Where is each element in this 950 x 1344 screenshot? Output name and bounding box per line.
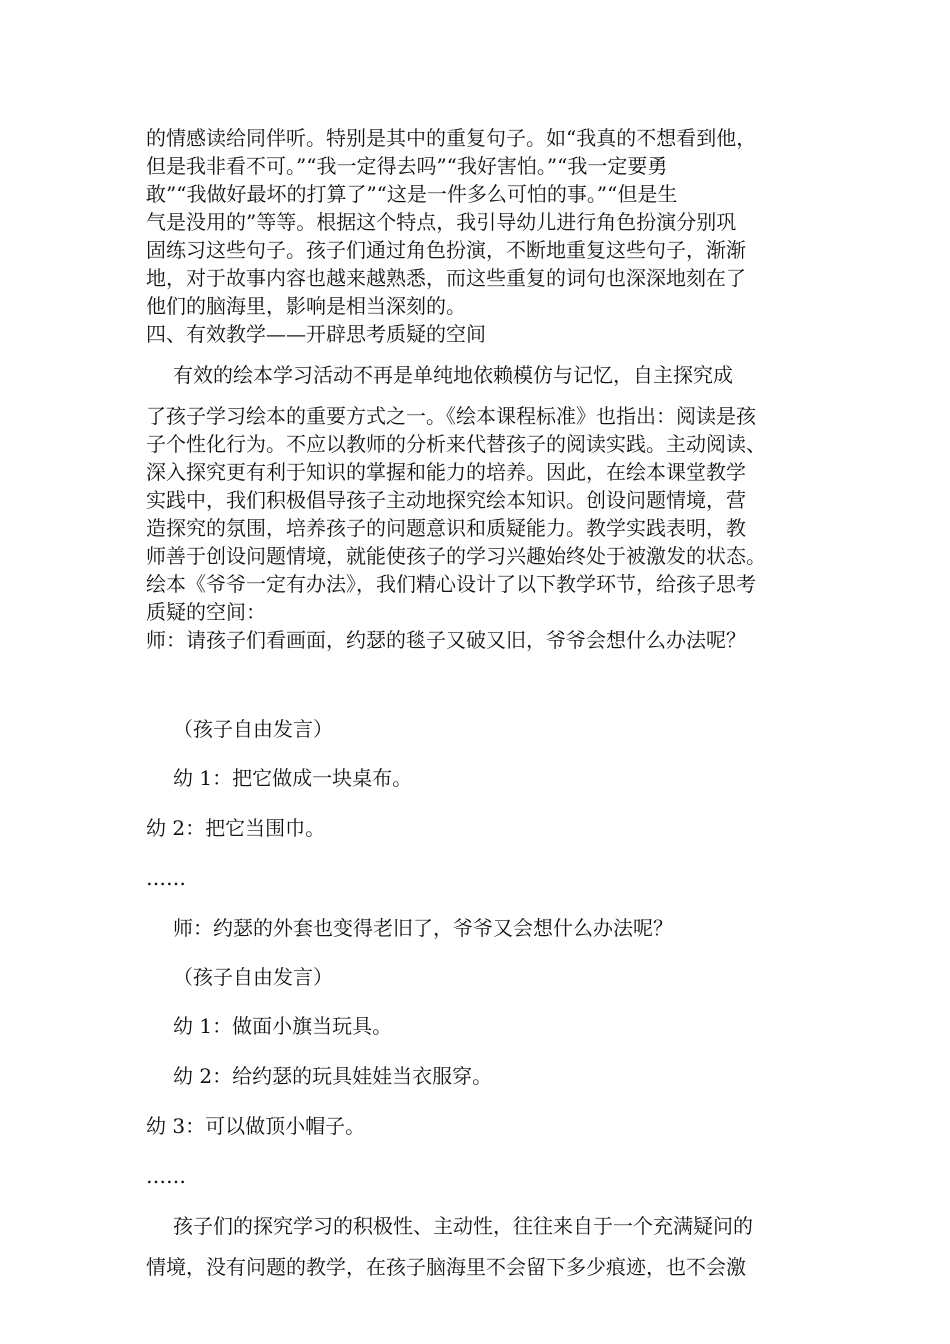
free-speech-note: （孩子自由发言） — [173, 717, 333, 741]
text-line: 了孩子学习绘本的重要方式之一。《绘本课程标准》也指出：阅读是孩 — [146, 404, 756, 428]
text-line: 但是我非看不可。”“我一定得去吗”“我好害怕。”“我一定要勇 — [146, 154, 668, 178]
text-line: 气是没用的”等等。根据这个特点，我引导幼儿进行角色扮演分别巩 — [146, 210, 737, 234]
free-speech-note: （孩子自由发言） — [173, 965, 333, 989]
paragraph-first-line: 孩子们的探究学习的积极性、主动性，往往来自于一个充满疑问的 — [173, 1214, 753, 1238]
ellipsis: …… — [146, 1164, 186, 1188]
text-line: 实践中，我们积极倡导孩子主动地探究绘本知识。创设问题情境，营 — [146, 488, 746, 512]
text-line: 师善于创设问题情境，就能使孩子的学习兴趣始终处于被激发的状态。 — [146, 544, 766, 568]
child-answer: 幼 3：可以做顶小帽子。 — [146, 1114, 366, 1138]
teacher-question: 师：请孩子们看画面，约瑟的毯子又破又旧，爷爷会想什么办法呢？ — [146, 628, 746, 652]
section-heading: 四、有效教学——开辟思考质疑的空间 — [146, 322, 486, 346]
child-answer: 幼 1：做面小旗当玩具。 — [173, 1014, 393, 1038]
text-line: 质疑的空间： — [146, 600, 266, 624]
teacher-question: 师：约瑟的外套也变得老旧了，爷爷又会想什么办法呢？ — [173, 916, 673, 940]
text-line: 他们的脑海里，影响是相当深刻的。 — [146, 294, 466, 318]
text-line: 的情感读给同伴听。特别是其中的重复句子。如“我真的不想看到他， — [146, 126, 757, 150]
text-line: 深入探究更有利于知识的掌握和能力的培养。因此，在绘本课堂教学 — [146, 460, 746, 484]
paragraph-first-line: 有效的绘本学习活动不再是单纯地依赖模仿与记忆，自主探究成 — [173, 363, 733, 387]
text-line: 固练习这些句子。孩子们通过角色扮演，不断地重复这些句子，渐渐 — [146, 238, 746, 262]
text-line: 地，对于故事内容也越来越熟悉，而这些重复的词句也深深地刻在了 — [146, 266, 746, 290]
child-answer: 幼 2：给约瑟的玩具娃娃当衣服穿。 — [173, 1064, 493, 1088]
ellipsis: …… — [146, 866, 186, 890]
text-line: 情境，没有问题的教学，在孩子脑海里不会留下多少痕迹，也不会激 — [146, 1255, 746, 1279]
text-line: 造探究的氛围，培养孩子的问题意识和质疑能力。教学实践表明，教 — [146, 516, 746, 540]
child-answer: 幼 2：把它当围巾。 — [146, 816, 326, 840]
text-line: 敢”“我做好最坏的打算了”“这是一件多么可怕的事。”“但是生 — [146, 182, 678, 206]
text-line: 子个性化行为。不应以教师的分析来代替孩子的阅读实践。主动阅读、 — [146, 432, 766, 456]
text-line: 绘本《爷爷一定有办法》，我们精心设计了以下教学环节，给孩子思考 — [146, 572, 756, 596]
child-answer: 幼 1：把它做成一块桌布。 — [173, 766, 413, 790]
